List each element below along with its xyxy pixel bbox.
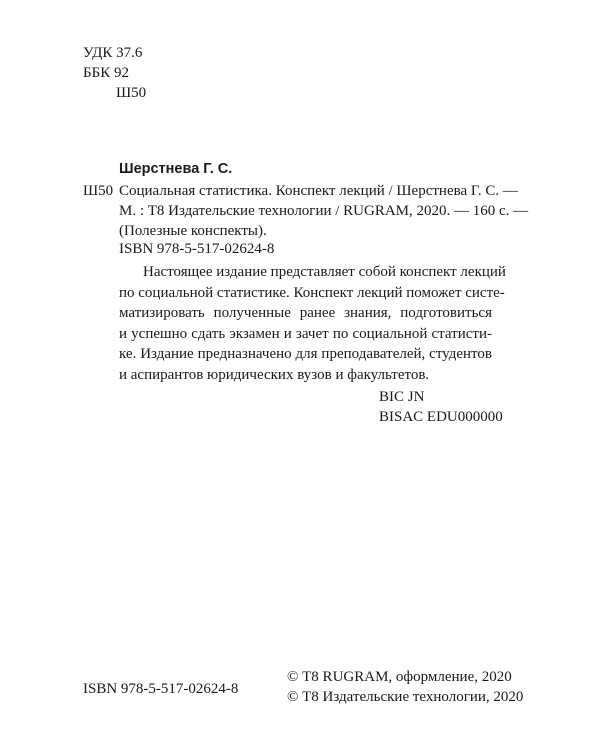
description-line: Социальная статистика. Конспект лекций / Шерстнева Г. С. — [119,183,518,199]
abstract-line: по социальной статистике. Конспект лекций поможет систе- [119,284,505,301]
bibliographic-description [119,181,529,241]
abstract-line: и успешно сдать экзамен и зачет по социальной статисти- [119,325,492,342]
bic-code: BIC JN [379,389,425,405]
bisac-code: BISAC EDU000000 [379,409,503,425]
author-name: Шерстнева Г. С. [119,161,233,177]
author-mark-top: Ш50 [116,85,147,101]
abstract [119,262,506,385]
copyright-line: © Т8 RUGRAM, оформление, 2020 [287,669,512,685]
bbk-code: ББК 92 [83,65,129,81]
description-line: (Полезные конспекты). [119,223,267,239]
footer-isbn: ISBN 978-5-517-02624-8 [83,681,239,697]
abstract-line: ке. Издание предназначено для преподавателей, студентов [119,346,492,362]
abstract-line: Настоящее издание представляет собой конспект лекций [143,264,506,280]
isbn: ISBN 978-5-517-02624-8 [119,241,275,257]
abstract-line: матизировать полученные ранее знания, подготовиться [119,305,492,321]
abstract-line: и аспирантов юридических вузов и факультетов. [119,366,430,383]
copyright-line: © Т8 Издательские технологии, 2020 [287,689,524,705]
udk-code: УДК 37.6 [83,45,143,61]
author-mark: Ш50 [83,183,114,199]
description-line: М. : Т8 Издательские технологии / RUGRAM, 2020. — 160 с. — [119,203,529,219]
